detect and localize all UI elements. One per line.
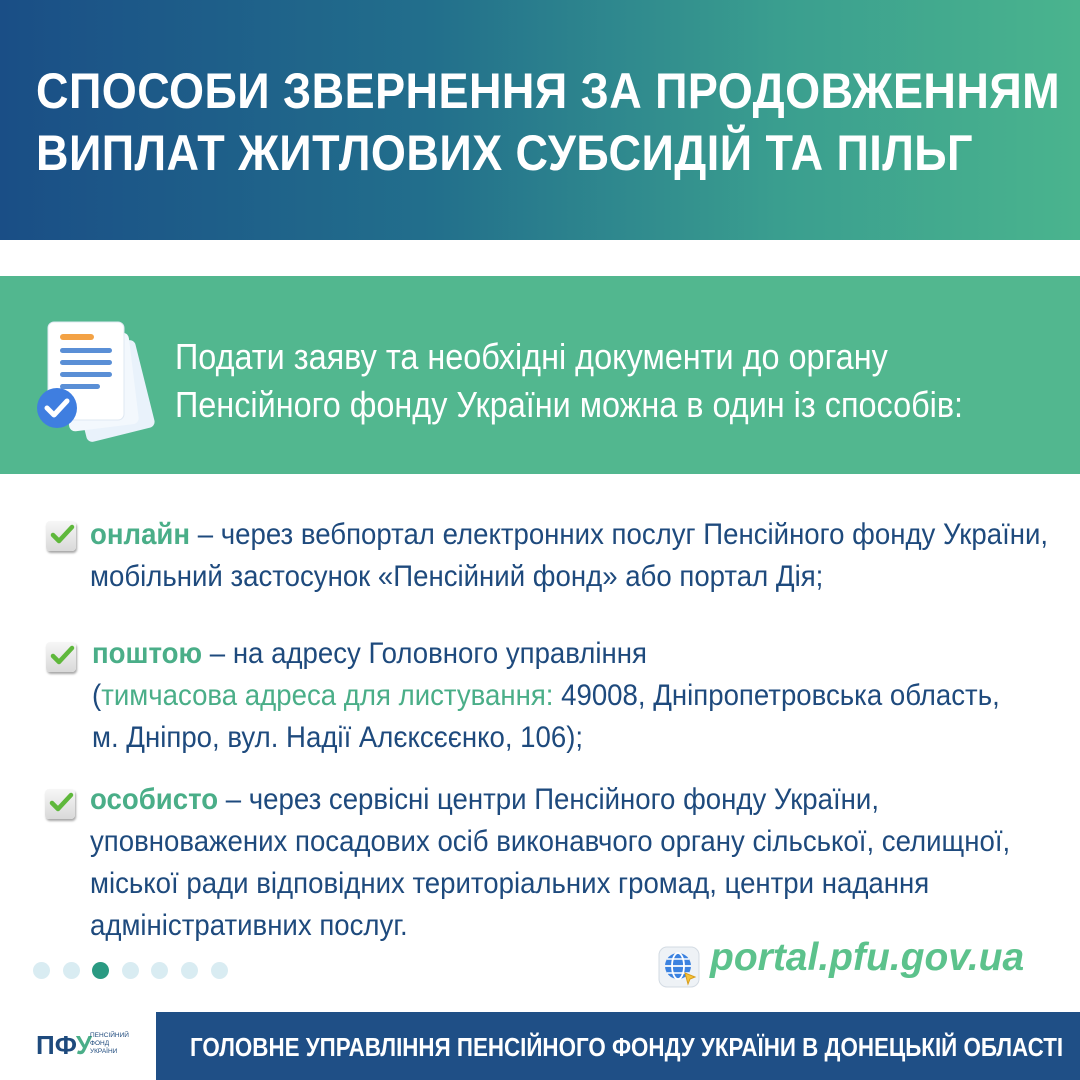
- pagination-dot-active[interactable]: [92, 962, 109, 979]
- method-description: – через вебпортал електронних послуг Пенсійного фонду України,: [190, 518, 1049, 551]
- footer-text: ГОЛОВНЕ УПРАВЛІННЯ ПЕНСІЙНОГО ФОНДУ УКРАЇНИ В ДОНЕЦЬКІЙ ОБЛАСТІ: [190, 1032, 1064, 1062]
- logo-caption-3: УКРАЇНИ: [90, 1048, 118, 1055]
- intro-line-2: Пенсійного фонду України можна в один із способів:: [175, 384, 964, 425]
- method-keyword: онлайн: [90, 518, 191, 551]
- paren-open: (: [92, 679, 102, 712]
- method-description-line: адміністративних послуг.: [90, 909, 408, 942]
- method-description: – на адресу Головного управління: [202, 637, 647, 670]
- method-in-person-text: [90, 779, 1010, 947]
- checkmark-icon: [46, 521, 76, 551]
- title-line-2: ВИПЛАТ ЖИТЛОВИХ СУБСИДІЙ ТА ПІЛЬГ: [36, 125, 973, 181]
- pfu-logo: [36, 1030, 92, 1061]
- portal-link[interactable]: portal.pfu.gov.ua: [710, 936, 1025, 979]
- method-post-text: [92, 633, 1000, 759]
- pagination-dot[interactable]: [211, 962, 228, 979]
- method-description: – через сервісні центри Пенсійного фонду України,: [218, 783, 880, 816]
- logo-accent: У: [75, 1030, 93, 1060]
- checkmark-icon: [45, 789, 75, 819]
- method-keyword: особисто: [90, 783, 219, 816]
- address-value: 49008, Дніпропетровська область,: [553, 679, 1000, 712]
- intro-line-1: Подати заяву та необхідні документи до органу: [175, 336, 888, 377]
- method-keyword: поштою: [92, 637, 203, 670]
- documents-check-icon: [30, 318, 165, 458]
- pagination-dot[interactable]: [181, 962, 198, 979]
- logo-main: ПФ: [36, 1030, 76, 1060]
- method-description-line: міської ради відповідних територіальних громад, центри надання: [90, 867, 930, 900]
- page-title: [36, 60, 1061, 184]
- checkmark-icon: [46, 642, 76, 672]
- logo-caption-1: ПЕНСІЙНИЙ: [90, 1032, 129, 1039]
- address-street: м. Дніпро, вул. Надії Алєксєєнко, 106);: [92, 721, 584, 754]
- pagination-dot[interactable]: [122, 962, 139, 979]
- method-description-line: мобільний застосунок «Пенсійний фонд» або портал Дія;: [90, 560, 824, 593]
- globe-icon: [658, 946, 700, 988]
- address-label: тимчасова адреса для листування:: [101, 679, 554, 712]
- method-description-line: уповноважених посадових осіб виконавчого органу сільської, селищної,: [90, 825, 1011, 858]
- pagination-dot[interactable]: [33, 962, 50, 979]
- intro-text: [175, 333, 985, 429]
- pagination-dot[interactable]: [151, 962, 168, 979]
- title-line-1: СПОСОБИ ЗВЕРНЕННЯ ЗА ПРОДОВЖЕННЯМ: [36, 63, 1061, 119]
- pagination-dot[interactable]: [63, 962, 80, 979]
- pfu-logo-caption: [90, 1032, 129, 1056]
- logo-caption-2: ФОНД: [90, 1040, 110, 1047]
- method-online-text: [90, 514, 1048, 598]
